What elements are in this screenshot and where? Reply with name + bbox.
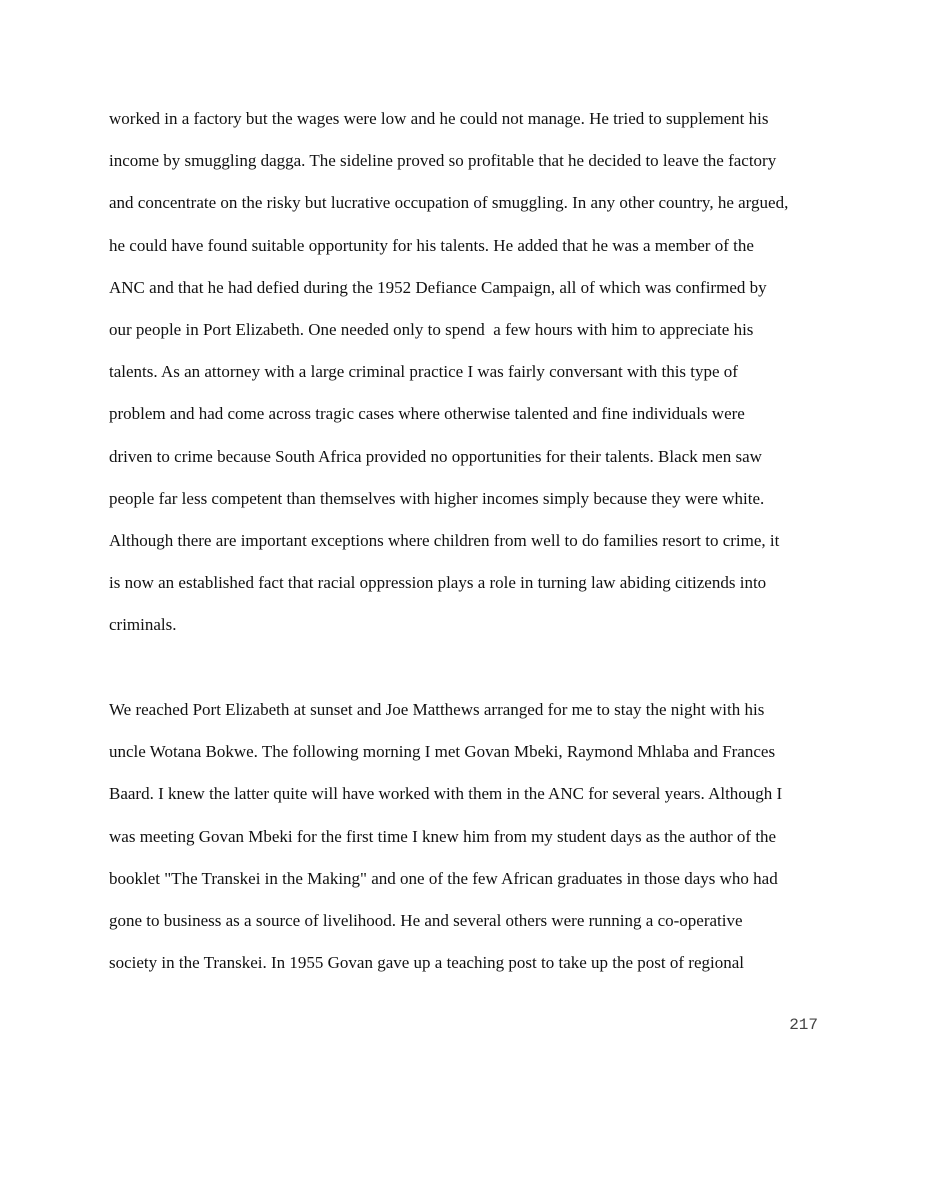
text-line: our people in Port Elizabeth. One needed only to spend a few hours with him to appreciate his <box>109 319 754 339</box>
page-number: 217 <box>789 1016 818 1034</box>
text-line: uncle Wotana Bokwe. The following morning I met Govan Mbeki, Raymond Mhlaba and Frances <box>109 742 776 762</box>
text-line: gone to business as a source of livelihood. He and several others were running a co-operative <box>109 910 743 930</box>
text-line: talents. As an attorney with a large criminal practice I was fairly conversant with this type of <box>109 362 738 382</box>
text-line: he could have found suitable opportunity for his talents. He added that he was a member of the <box>109 235 754 255</box>
text-line: Baard. I knew the latter quite will have worked with them in the ANC for several years. Although I <box>109 784 783 804</box>
text-line: worked in a factory but the wages were low and he could not manage. He tried to supplement his <box>109 109 769 128</box>
text-line: society in the Transkei. In 1955 Govan gave up a teaching post to take up the post of regional <box>109 953 745 973</box>
paragraph-2 <box>109 697 869 992</box>
text-line: was meeting Govan Mbeki for the first time I knew him from my student days as the author of the <box>109 826 777 846</box>
text-line: criminals. <box>109 615 177 635</box>
paragraph-1 <box>109 106 869 654</box>
text-line: and concentrate on the risky but lucrative occupation of smuggling. In any other country, he argued, <box>109 193 789 213</box>
text-line: people far less competent than themselves with higher incomes simply because they were white. <box>109 488 765 508</box>
text-line: booklet "The Transkei in the Making" and one of the few African graduates in those days who had <box>109 868 778 888</box>
text-line: is now an established fact that racial oppression plays a role in turning law abiding citizends into <box>109 573 767 593</box>
text-line: problem and had come across tragic cases where otherwise talented and fine individuals were <box>109 404 745 424</box>
text-line: driven to crime because South Africa provided no opportunities for their talents. Black men saw <box>109 446 762 466</box>
text-line: We reached Port Elizabeth at sunset and Joe Matthews arranged for me to stay the night with his <box>109 700 765 719</box>
text-line: ANC and that he had defied during the 1952 Defiance Campaign, all of which was confirmed by <box>109 277 767 297</box>
text-line: income by smuggling dagga. The sideline proved so profitable that he decided to leave the factory <box>109 151 777 171</box>
text-line: Although there are important exceptions where children from well to do families resort to crime, it <box>109 530 780 550</box>
